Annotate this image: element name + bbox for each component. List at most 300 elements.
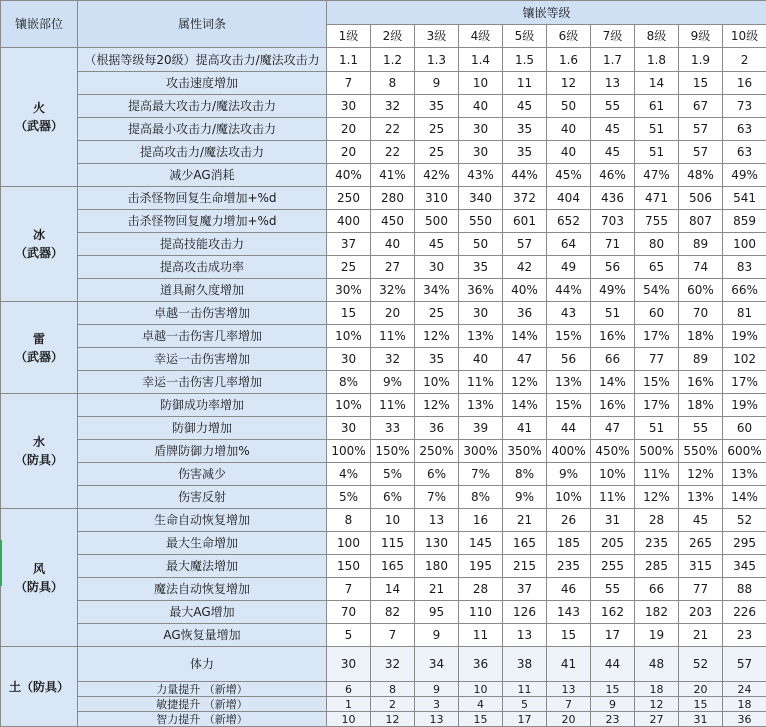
- value-cell: 81: [723, 302, 766, 325]
- value-cell: 40%: [503, 279, 547, 302]
- value-cell: 30: [415, 256, 459, 279]
- value-cell: 5%: [371, 463, 415, 486]
- value-cell: 185: [547, 532, 591, 555]
- value-cell: 66: [591, 348, 635, 371]
- value-cell: 48: [635, 647, 679, 682]
- value-cell: 16: [459, 509, 503, 532]
- attribute-cell: 提高最大攻击力/魔法攻击力: [78, 95, 327, 118]
- value-cell: 30: [327, 417, 371, 440]
- value-cell: 1.2: [371, 48, 415, 72]
- value-cell: 3: [415, 697, 459, 712]
- table-row: [1, 256, 766, 279]
- value-cell: 40: [459, 95, 503, 118]
- value-cell: 14: [635, 72, 679, 95]
- value-cell: 13: [415, 509, 459, 532]
- inlay-part-cell: 雷 （武器）: [1, 302, 78, 394]
- attribute-cell: 最大AG增加: [78, 601, 327, 624]
- value-cell: 400: [327, 210, 371, 233]
- value-cell: 9%: [371, 371, 415, 394]
- attribute-cell: 击杀怪物回复魔力增加+%d: [78, 210, 327, 233]
- value-cell: 36%: [459, 279, 503, 302]
- level-header-cell: 1级: [327, 25, 371, 48]
- value-cell: 24: [723, 682, 766, 697]
- value-cell: 32: [371, 348, 415, 371]
- inlay-part-cell: 冰 （武器）: [1, 187, 78, 302]
- value-cell: 56: [591, 256, 635, 279]
- value-cell: 1.6: [547, 48, 591, 72]
- value-cell: 44: [547, 417, 591, 440]
- value-cell: 60: [635, 302, 679, 325]
- value-cell: 11%: [371, 394, 415, 417]
- table-row: [1, 210, 766, 233]
- value-cell: 9: [591, 697, 635, 712]
- value-cell: 9: [415, 624, 459, 647]
- value-cell: 17: [503, 712, 547, 727]
- value-cell: 37: [327, 233, 371, 256]
- value-cell: 57: [723, 647, 766, 682]
- value-cell: 40: [459, 348, 503, 371]
- attribute-cell: 幸运一击伤害几率增加: [78, 371, 327, 394]
- value-cell: 10%: [327, 325, 371, 348]
- table-row: [1, 164, 766, 187]
- value-cell: 38: [503, 647, 547, 682]
- attribute-cell: 敏捷提升 （新增）: [78, 697, 327, 712]
- value-cell: 11%: [635, 463, 679, 486]
- value-cell: 250%: [415, 440, 459, 463]
- value-cell: 89: [679, 348, 723, 371]
- value-cell: 14%: [503, 394, 547, 417]
- value-cell: 45: [503, 95, 547, 118]
- value-cell: 13%: [459, 394, 503, 417]
- value-cell: 55: [591, 95, 635, 118]
- value-cell: 49: [547, 256, 591, 279]
- inlay-part-cell: 土（防具）: [1, 647, 78, 727]
- value-cell: 31: [679, 712, 723, 727]
- value-cell: 32%: [371, 279, 415, 302]
- value-cell: 40%: [327, 164, 371, 187]
- value-cell: 41: [503, 417, 547, 440]
- value-cell: 15: [547, 624, 591, 647]
- value-cell: 203: [679, 601, 723, 624]
- value-cell: 182: [635, 601, 679, 624]
- attribute-cell: 最大魔法增加: [78, 555, 327, 578]
- part-column-header: 镶嵌部位: [1, 1, 78, 48]
- value-cell: 14%: [503, 325, 547, 348]
- table-row: [1, 440, 766, 463]
- level-header-cell: 9级: [679, 25, 723, 48]
- value-cell: 11: [503, 72, 547, 95]
- value-cell: 45: [415, 233, 459, 256]
- table-row: [1, 417, 766, 440]
- value-cell: 25: [415, 118, 459, 141]
- value-cell: 57: [679, 118, 723, 141]
- attribute-cell: 提高最小攻击力/魔法攻击力: [78, 118, 327, 141]
- value-cell: 110: [459, 601, 503, 624]
- table-row: [1, 48, 766, 72]
- value-cell: 7: [547, 697, 591, 712]
- value-cell: 44%: [503, 164, 547, 187]
- value-cell: 10: [459, 72, 503, 95]
- attribute-cell: （根据等级每20级）提高攻击力/魔法攻击力: [78, 48, 327, 72]
- value-cell: 12%: [679, 463, 723, 486]
- value-cell: 43: [547, 302, 591, 325]
- value-cell: 20: [679, 682, 723, 697]
- value-cell: 15: [679, 72, 723, 95]
- value-cell: 16%: [591, 325, 635, 348]
- value-cell: 13%: [547, 371, 591, 394]
- value-cell: 126: [503, 601, 547, 624]
- value-cell: 13%: [723, 463, 766, 486]
- table-row: [1, 279, 766, 302]
- table-row: [1, 601, 766, 624]
- value-cell: 65: [635, 256, 679, 279]
- value-cell: 51: [591, 302, 635, 325]
- value-cell: 13: [591, 72, 635, 95]
- value-cell: 7: [327, 72, 371, 95]
- value-cell: 295: [723, 532, 766, 555]
- value-cell: 64: [547, 233, 591, 256]
- value-cell: 36: [415, 417, 459, 440]
- value-cell: 17%: [635, 394, 679, 417]
- value-cell: 32: [371, 647, 415, 682]
- value-cell: 550: [459, 210, 503, 233]
- value-cell: 100%: [327, 440, 371, 463]
- value-cell: 11: [459, 624, 503, 647]
- table-row: [1, 72, 766, 95]
- value-cell: 10: [371, 509, 415, 532]
- attribute-cell: 提高攻击力/魔法攻击力: [78, 141, 327, 164]
- value-cell: 41: [547, 647, 591, 682]
- value-cell: 67: [679, 95, 723, 118]
- value-cell: 27: [371, 256, 415, 279]
- value-cell: 2: [371, 697, 415, 712]
- attribute-cell: 防御力增加: [78, 417, 327, 440]
- value-cell: 11%: [459, 371, 503, 394]
- value-cell: 1.9: [679, 48, 723, 72]
- value-cell: 51: [635, 417, 679, 440]
- value-cell: 143: [547, 601, 591, 624]
- value-cell: 226: [723, 601, 766, 624]
- inlay-part-cell: 火 （武器）: [1, 48, 78, 187]
- value-cell: 15: [679, 697, 723, 712]
- value-cell: 345: [723, 555, 766, 578]
- value-cell: 315: [679, 555, 723, 578]
- value-cell: 17%: [635, 325, 679, 348]
- value-cell: 21: [503, 509, 547, 532]
- value-cell: 7: [327, 578, 371, 601]
- value-cell: 372: [503, 187, 547, 210]
- value-cell: 16%: [591, 394, 635, 417]
- value-cell: 7%: [459, 463, 503, 486]
- value-cell: 73: [723, 95, 766, 118]
- value-cell: 601: [503, 210, 547, 233]
- value-cell: 36: [459, 647, 503, 682]
- value-cell: 19%: [723, 394, 766, 417]
- value-cell: 37: [503, 578, 547, 601]
- value-cell: 27: [635, 712, 679, 727]
- value-cell: 70: [327, 601, 371, 624]
- value-cell: 20: [327, 141, 371, 164]
- value-cell: 46: [547, 578, 591, 601]
- attribute-cell: 提高攻击成功率: [78, 256, 327, 279]
- value-cell: 12%: [415, 325, 459, 348]
- value-cell: 21: [679, 624, 723, 647]
- value-cell: 15%: [547, 394, 591, 417]
- value-cell: 145: [459, 532, 503, 555]
- value-cell: 39: [459, 417, 503, 440]
- value-cell: 13%: [679, 486, 723, 509]
- table-row: [1, 647, 766, 682]
- value-cell: 45: [679, 509, 723, 532]
- attribute-cell: 幸运一击伤害增加: [78, 348, 327, 371]
- value-cell: 450: [371, 210, 415, 233]
- value-cell: 61: [635, 95, 679, 118]
- value-cell: 44: [591, 647, 635, 682]
- value-cell: 35: [459, 256, 503, 279]
- table-row: [1, 187, 766, 210]
- value-cell: 18: [723, 697, 766, 712]
- value-cell: 28: [459, 578, 503, 601]
- value-cell: 506: [679, 187, 723, 210]
- attribute-cell: 力量提升 （新增）: [78, 682, 327, 697]
- attribute-cell: 防御成功率增加: [78, 394, 327, 417]
- value-cell: 255: [591, 555, 635, 578]
- value-cell: 32: [371, 95, 415, 118]
- value-cell: 57: [503, 233, 547, 256]
- value-cell: 16: [723, 72, 766, 95]
- value-cell: 20: [371, 302, 415, 325]
- value-cell: 71: [591, 233, 635, 256]
- value-cell: 100: [723, 233, 766, 256]
- value-cell: 12: [547, 72, 591, 95]
- value-cell: 100: [327, 532, 371, 555]
- value-cell: 55: [679, 417, 723, 440]
- value-cell: 12%: [503, 371, 547, 394]
- value-cell: 755: [635, 210, 679, 233]
- value-cell: 42: [503, 256, 547, 279]
- value-cell: 10%: [591, 463, 635, 486]
- attribute-cell: 攻击速度增加: [78, 72, 327, 95]
- value-cell: 9: [415, 72, 459, 95]
- value-cell: 51: [635, 141, 679, 164]
- value-cell: 48%: [679, 164, 723, 187]
- value-cell: 77: [635, 348, 679, 371]
- table-row: [1, 348, 766, 371]
- value-cell: 6%: [371, 486, 415, 509]
- value-cell: 10%: [547, 486, 591, 509]
- table-row: [1, 233, 766, 256]
- value-cell: 8: [371, 682, 415, 697]
- value-cell: 45: [591, 141, 635, 164]
- value-cell: 88: [723, 578, 766, 601]
- value-cell: 250: [327, 187, 371, 210]
- value-cell: 41%: [371, 164, 415, 187]
- level-header-cell: 4级: [459, 25, 503, 48]
- value-cell: 20: [327, 118, 371, 141]
- value-cell: 310: [415, 187, 459, 210]
- value-cell: 18: [635, 682, 679, 697]
- value-cell: 10%: [415, 371, 459, 394]
- value-cell: 7%: [415, 486, 459, 509]
- table-row: [1, 486, 766, 509]
- value-cell: 652: [547, 210, 591, 233]
- value-cell: 15%: [635, 371, 679, 394]
- value-cell: 8%: [503, 463, 547, 486]
- value-cell: 8%: [327, 371, 371, 394]
- value-cell: 859: [723, 210, 766, 233]
- value-cell: 30: [327, 95, 371, 118]
- value-cell: 280: [371, 187, 415, 210]
- value-cell: 30: [459, 141, 503, 164]
- value-cell: 34%: [415, 279, 459, 302]
- value-cell: 10: [459, 682, 503, 697]
- value-cell: 340: [459, 187, 503, 210]
- value-cell: 40: [547, 118, 591, 141]
- table-row: [1, 578, 766, 601]
- value-cell: 9%: [547, 463, 591, 486]
- value-cell: 703: [591, 210, 635, 233]
- value-cell: 19%: [723, 325, 766, 348]
- attribute-cell: 卓越一击伤害几率增加: [78, 325, 327, 348]
- value-cell: 13: [415, 712, 459, 727]
- value-cell: 1.7: [591, 48, 635, 72]
- value-cell: 235: [547, 555, 591, 578]
- table-row: [1, 325, 766, 348]
- value-cell: 42%: [415, 164, 459, 187]
- attribute-cell: 生命自动恢复增加: [78, 509, 327, 532]
- value-cell: 150%: [371, 440, 415, 463]
- value-cell: 404: [547, 187, 591, 210]
- value-cell: 60: [723, 417, 766, 440]
- value-cell: 19: [635, 624, 679, 647]
- attribute-cell: 减少AG消耗: [78, 164, 327, 187]
- attribute-cell: 伤害反射: [78, 486, 327, 509]
- table-row: [1, 302, 766, 325]
- value-cell: 66%: [723, 279, 766, 302]
- table-row: [1, 394, 766, 417]
- value-cell: 165: [371, 555, 415, 578]
- value-cell: 6: [327, 682, 371, 697]
- value-cell: 12: [635, 697, 679, 712]
- value-cell: 74: [679, 256, 723, 279]
- value-cell: 12%: [635, 486, 679, 509]
- value-cell: 450%: [591, 440, 635, 463]
- value-cell: 83: [723, 256, 766, 279]
- value-cell: 35: [503, 141, 547, 164]
- value-cell: 1.5: [503, 48, 547, 72]
- value-cell: 45: [591, 118, 635, 141]
- table-row: [1, 532, 766, 555]
- attribute-cell: 魔法自动恢复增加: [78, 578, 327, 601]
- value-cell: 12: [371, 712, 415, 727]
- value-cell: 13: [547, 682, 591, 697]
- value-cell: 7: [371, 624, 415, 647]
- value-cell: 285: [635, 555, 679, 578]
- value-cell: 54%: [635, 279, 679, 302]
- value-cell: 34: [415, 647, 459, 682]
- table-row: [1, 371, 766, 394]
- value-cell: 600%: [723, 440, 766, 463]
- attribute-cell: AG恢复量增加: [78, 624, 327, 647]
- value-cell: 60%: [679, 279, 723, 302]
- value-cell: 8: [327, 509, 371, 532]
- value-cell: 550%: [679, 440, 723, 463]
- table-row: [1, 682, 766, 697]
- value-cell: 57: [679, 141, 723, 164]
- attr-column-header: 属性词条: [78, 1, 327, 48]
- value-cell: 23: [723, 624, 766, 647]
- header-row: [1, 1, 766, 25]
- value-cell: 14%: [723, 486, 766, 509]
- value-cell: 8: [371, 72, 415, 95]
- value-cell: 300%: [459, 440, 503, 463]
- value-cell: 36: [503, 302, 547, 325]
- value-cell: 17%: [723, 371, 766, 394]
- value-cell: 35: [415, 95, 459, 118]
- value-cell: 807: [679, 210, 723, 233]
- value-cell: 51: [635, 118, 679, 141]
- table-row: [1, 624, 766, 647]
- attribute-cell: 提高技能攻击力: [78, 233, 327, 256]
- level-header-cell: 7级: [591, 25, 635, 48]
- value-cell: 1.4: [459, 48, 503, 72]
- value-cell: 47: [503, 348, 547, 371]
- value-cell: 40: [547, 141, 591, 164]
- value-cell: 20: [547, 712, 591, 727]
- value-cell: 102: [723, 348, 766, 371]
- value-cell: 45%: [547, 164, 591, 187]
- value-cell: 63: [723, 141, 766, 164]
- value-cell: 265: [679, 532, 723, 555]
- value-cell: 5: [503, 697, 547, 712]
- value-cell: 89: [679, 233, 723, 256]
- attribute-cell: 最大生命增加: [78, 532, 327, 555]
- attribute-cell: 智力提升 （新增）: [78, 712, 327, 727]
- value-cell: 130: [415, 532, 459, 555]
- table-row: [1, 509, 766, 532]
- value-cell: 15: [459, 712, 503, 727]
- value-cell: 36: [723, 712, 766, 727]
- value-cell: 52: [679, 647, 723, 682]
- value-cell: 471: [635, 187, 679, 210]
- value-cell: 436: [591, 187, 635, 210]
- value-cell: 35: [415, 348, 459, 371]
- value-cell: 1.3: [415, 48, 459, 72]
- value-cell: 25: [415, 302, 459, 325]
- value-cell: 11: [503, 682, 547, 697]
- value-cell: 50: [459, 233, 503, 256]
- level-header-cell: 8级: [635, 25, 679, 48]
- value-cell: 13: [503, 624, 547, 647]
- value-cell: 55: [591, 578, 635, 601]
- value-cell: 1.8: [635, 48, 679, 72]
- value-cell: 9: [415, 682, 459, 697]
- value-cell: 49%: [723, 164, 766, 187]
- value-cell: 6%: [415, 463, 459, 486]
- level-header-cell: 2级: [371, 25, 415, 48]
- value-cell: 165: [503, 532, 547, 555]
- value-cell: 11%: [371, 325, 415, 348]
- value-cell: 50: [547, 95, 591, 118]
- attribute-cell: 体力: [78, 647, 327, 682]
- value-cell: 46%: [591, 164, 635, 187]
- table-row: [1, 141, 766, 164]
- value-cell: 25: [415, 141, 459, 164]
- value-cell: 162: [591, 601, 635, 624]
- attribute-cell: 道具耐久度增加: [78, 279, 327, 302]
- value-cell: 25: [327, 256, 371, 279]
- value-cell: 26: [547, 509, 591, 532]
